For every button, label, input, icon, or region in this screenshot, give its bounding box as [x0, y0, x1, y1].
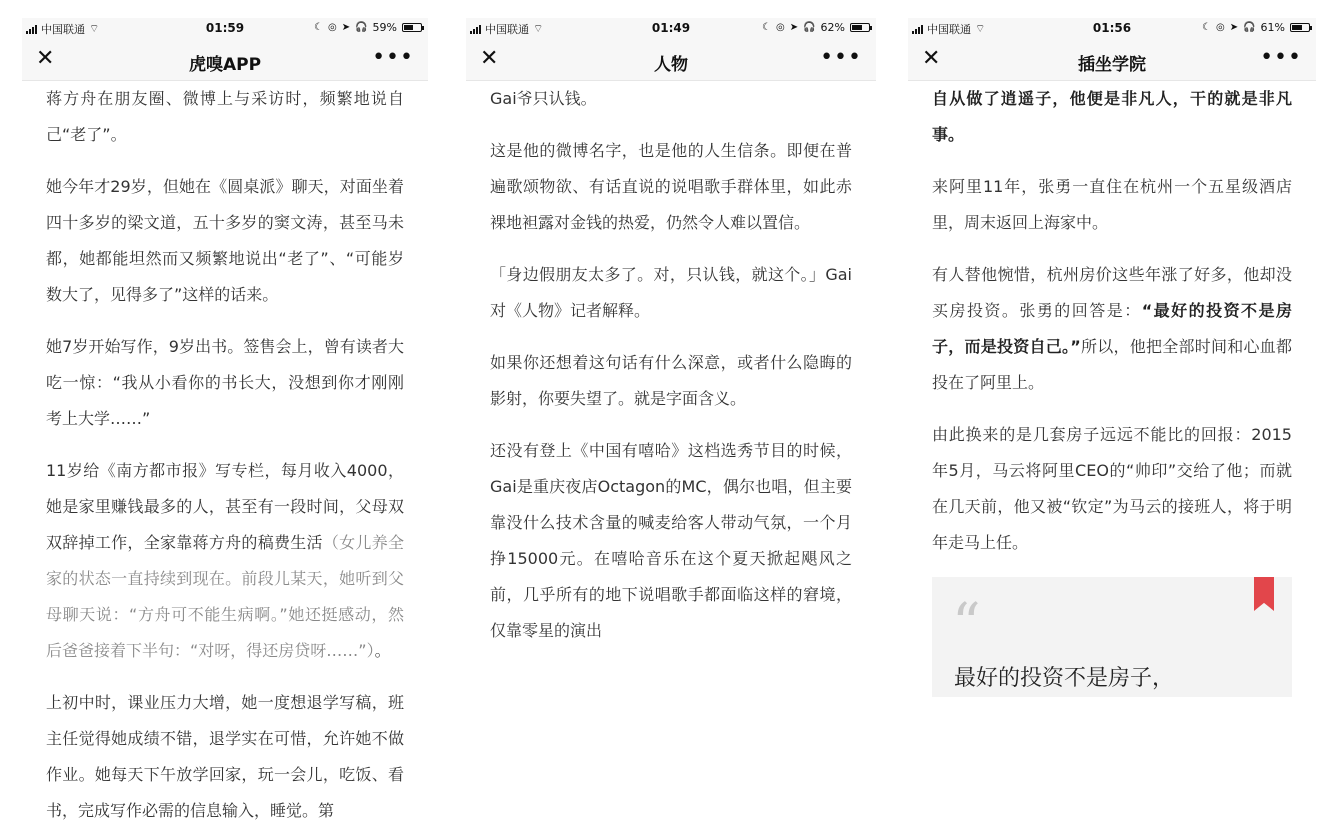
paragraph-text: 这是他的微博名字，也是他的人生信条。即便在普遍歌颂物欲、有话直说的说唱歌手群体里，如此赤裸地袒露对金钱的热爱，仍然令人难以置信。 — [490, 141, 852, 232]
paragraph-text: 11岁给《南方都市报》写专栏，每月收入4000，她是家里赚钱最多的人，甚至有一段时间，父母双双辞掉工作，全家靠蒋方舟的稿费生活 — [46, 461, 404, 552]
nav-bar — [22, 40, 428, 81]
article-paragraph — [490, 257, 852, 329]
moon-icon: ☾ — [1202, 22, 1211, 33]
article-paragraph — [932, 417, 1292, 561]
more-options-icon[interactable]: ••• — [820, 45, 862, 70]
quote-mark-icon: “ — [952, 592, 981, 657]
bookmark-icon[interactable] — [1254, 577, 1274, 611]
page-title: 虎嗅APP — [188, 55, 262, 75]
article-paragraph — [46, 81, 404, 153]
battery-icon — [1290, 23, 1310, 32]
paragraph-text: 由此换来的是几套房子远远不能比的回报：2015年5月，马云将阿里CEO的“帅印”交给了他；而就在几天前，他又被“钦定”为马云的接班人，将于明年走马上任。 — [932, 425, 1292, 552]
status-bar — [466, 18, 876, 40]
quote-card-text: 最好的投资不是房子， — [954, 666, 1175, 691]
location-icon: ➤ — [1229, 22, 1239, 33]
orientation-lock-icon: ◎ — [327, 22, 337, 33]
article-paragraph — [932, 169, 1292, 241]
orientation-lock-icon: ◎ — [775, 22, 785, 33]
status-bar — [908, 18, 1316, 40]
headphones-icon: 🎧 — [1243, 22, 1256, 33]
paragraph-text: 她7岁开始写作，9岁出书。签售会上，曾有读者大吃一惊：“我从小看你的书长大，没想到你才刚刚考上大学……” — [46, 337, 404, 428]
close-icon[interactable]: ✕ — [36, 46, 55, 71]
paragraph-text: 。 — [374, 641, 391, 660]
carrier-label: 中国联通 — [41, 23, 85, 36]
paragraph-text: 还没有登上《中国有嘻哈》这档选秀节目的时候，Gai是重庆夜店Octagon的MC，偶尔也唱，但主要靠没什么技术含量的喊麦给客人带动气氛，一个月挣15000元。在嘻哈音乐在这个夏天掀起飓风之前，几乎所有的地下说唱歌手都面临这样的窘境，仅靠零星的演出 — [490, 441, 852, 640]
phone-screen-2 — [466, 18, 876, 753]
more-options-icon[interactable]: ••• — [372, 45, 414, 70]
paragraph-text: 如果你还想着这句话有什么深意，或者什么隐晦的影射，你要失望了。就是字面含义。 — [490, 353, 852, 408]
nav-bar — [908, 40, 1316, 81]
carrier-label: 中国联通 — [485, 23, 529, 36]
paragraph-text: 「身边假朋友太多了。对，只认钱，就这个。」Gai对《人物》记者解释。 — [490, 265, 852, 320]
quote-card — [932, 577, 1292, 697]
paragraph-text: “最好的投资不是房子，而是投资自己。” — [932, 301, 1292, 356]
article-paragraph — [932, 81, 1292, 153]
phone-screen-1 — [22, 18, 428, 820]
battery-percent: 59% — [372, 21, 397, 34]
paragraph-text: 有人替他惋惜，杭州房价这些年涨了好多，他却没买房投资。张勇的回答是： — [932, 265, 1292, 320]
moon-icon: ☾ — [314, 22, 323, 33]
status-bar — [22, 18, 428, 40]
article-paragraph — [490, 81, 852, 117]
paragraph-list — [932, 81, 1292, 561]
article-paragraph — [46, 169, 404, 313]
battery-percent: 61% — [1260, 21, 1285, 34]
phone-screen-3 — [908, 18, 1316, 753]
article-content[interactable] — [932, 81, 1292, 753]
paragraph-text: （女儿养全家的状态一直持续到现在。前段儿某天，她听到父母聊天说：“方舟可不能生病啊。”她还挺感动，然后爸爸接着下半句：“对呀，得还房贷呀……”） — [46, 533, 404, 660]
wifi-icon: ⌔ — [975, 22, 986, 35]
paragraph-text: 所以，他把全部时间和心血都投在了阿里上。 — [932, 337, 1292, 392]
status-time: 01:56 — [1092, 21, 1132, 35]
status-time: 01:49 — [651, 21, 691, 35]
paragraph-text: 上初中时，课业压力大增，她一度想退学写稿，班主任觉得她成绩不错，退学实在可惜，允许她不做作业。她每天下午放学回家，玩一会儿，吃饭、看书，完成写作必需的信息输入，睡觉。第 — [46, 693, 404, 820]
close-icon[interactable]: ✕ — [480, 46, 499, 71]
status-time: 01:59 — [205, 21, 245, 35]
page-title: 人物 — [654, 55, 688, 75]
wifi-icon: ⌔ — [533, 22, 544, 35]
orientation-lock-icon: ◎ — [1215, 22, 1225, 33]
wifi-icon: ⌔ — [89, 22, 100, 35]
close-icon[interactable]: ✕ — [922, 46, 941, 71]
paragraph-text: Gai爷只认钱。 — [490, 89, 597, 108]
paragraph-text: 来阿里11年，张勇一直住在杭州一个五星级酒店里，周末返回上海家中。 — [932, 177, 1292, 232]
nav-bar — [466, 40, 876, 81]
article-paragraph — [46, 453, 404, 669]
paragraph-text: 自从做了逍遥子，他便是非凡人，干的就是非凡事。 — [932, 89, 1292, 144]
article-paragraph — [490, 433, 852, 649]
headphones-icon: 🎧 — [803, 22, 816, 33]
moon-icon: ☾ — [762, 22, 771, 33]
battery-icon — [402, 23, 422, 32]
battery-percent: 62% — [820, 21, 845, 34]
headphones-icon: 🎧 — [355, 22, 368, 33]
page-title: 插坐学院 — [1078, 55, 1146, 75]
paragraph-text: 蒋方舟在朋友圈、微博上与采访时，频繁地说自己“老了”。 — [46, 89, 404, 144]
article-paragraph — [46, 685, 404, 829]
paragraph-text: 她今年才29岁，但她在《圆桌派》聊天，对面坐着四十多岁的梁文道，五十多岁的窦文涛，甚至马未都，她都能坦然而又频繁地说出“老了”、“可能岁数大了，见得多了”这样的话来。 — [46, 177, 404, 304]
article-content[interactable] — [46, 81, 404, 820]
article-paragraph — [46, 329, 404, 437]
carrier-label: 中国联通 — [927, 23, 971, 36]
article-paragraph — [932, 257, 1292, 401]
article-paragraph — [490, 133, 852, 241]
battery-icon — [850, 23, 870, 32]
more-options-icon[interactable]: ••• — [1260, 45, 1302, 70]
article-paragraph — [490, 345, 852, 417]
article-content[interactable] — [490, 81, 852, 753]
location-icon: ➤ — [341, 22, 351, 33]
location-icon: ➤ — [789, 22, 799, 33]
